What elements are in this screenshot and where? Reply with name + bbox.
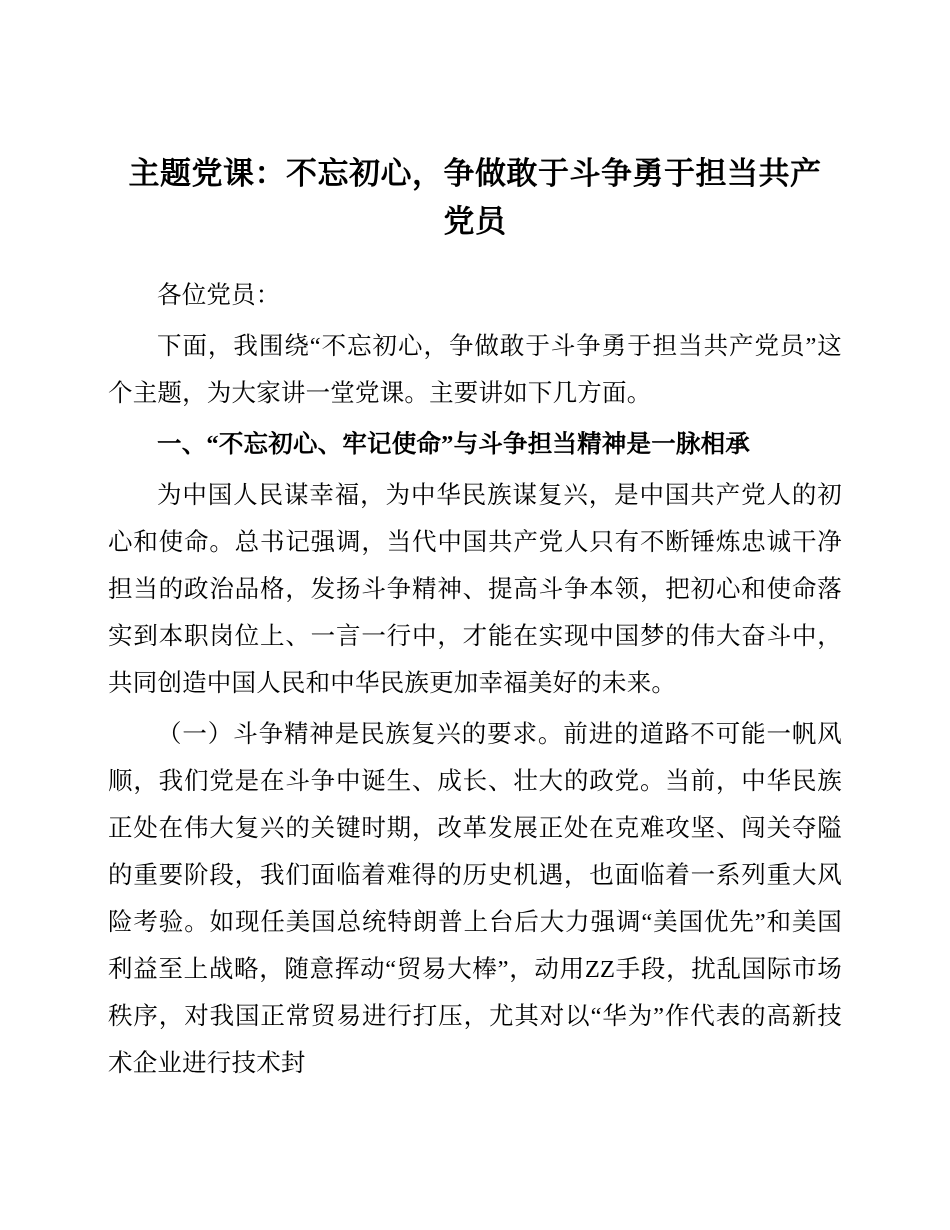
- paragraph-subsection-one-one: （一）斗争精神是民族复兴的要求。前进的道路不可能一帆风顺，我们党是在斗争中诞生、成长、壮大的政党。当前，中华民族正处在伟大复兴的关键时期，改革发展正处在克难攻坚、闯关夺隘的重要阶段，我们面临着难得的历史机遇，也面临着一系列重大风险考验。如现任美国总统特朗普上台后大力强调“美国优先”和美国利益至上战略，随意挥动“贸易大棒”，动用ZZ手段，扰乱国际市场秩序，对我国正常贸易进行打压，尤其对以“华为”作代表的高新技术企业进行技术封: [108, 721, 842, 1077]
- paragraph-intro: 下面，我围绕“不忘初心，争做敢于斗争勇于担当共产党员”这个主题，为大家讲一堂党课。主要讲如下几方面。: [108, 333, 842, 407]
- paragraph-salutation: 各位党员：: [157, 282, 281, 309]
- section-heading-one: 一、“不忘初心、牢记使命”与斗争担当精神是一脉相承: [157, 431, 750, 458]
- page-title: 主题党课：不忘初心，争做敢于斗争勇于担当共产党员: [128, 156, 822, 239]
- paragraph-section-one-body: 为中国人民谋幸福，为中华民族谋复兴，是中国共产党人的初心和使命。总书记强调，当代中国共产党人只有不断锤炼忠诚干净担当的政治品格，发扬斗争精神、提高斗争本领，把初心和使命落实到本职岗位上、一言一行中，才能在实现中国梦的伟大奋斗中，共同创造中国人民和中华民族更加幸福美好的未来。: [108, 482, 842, 697]
